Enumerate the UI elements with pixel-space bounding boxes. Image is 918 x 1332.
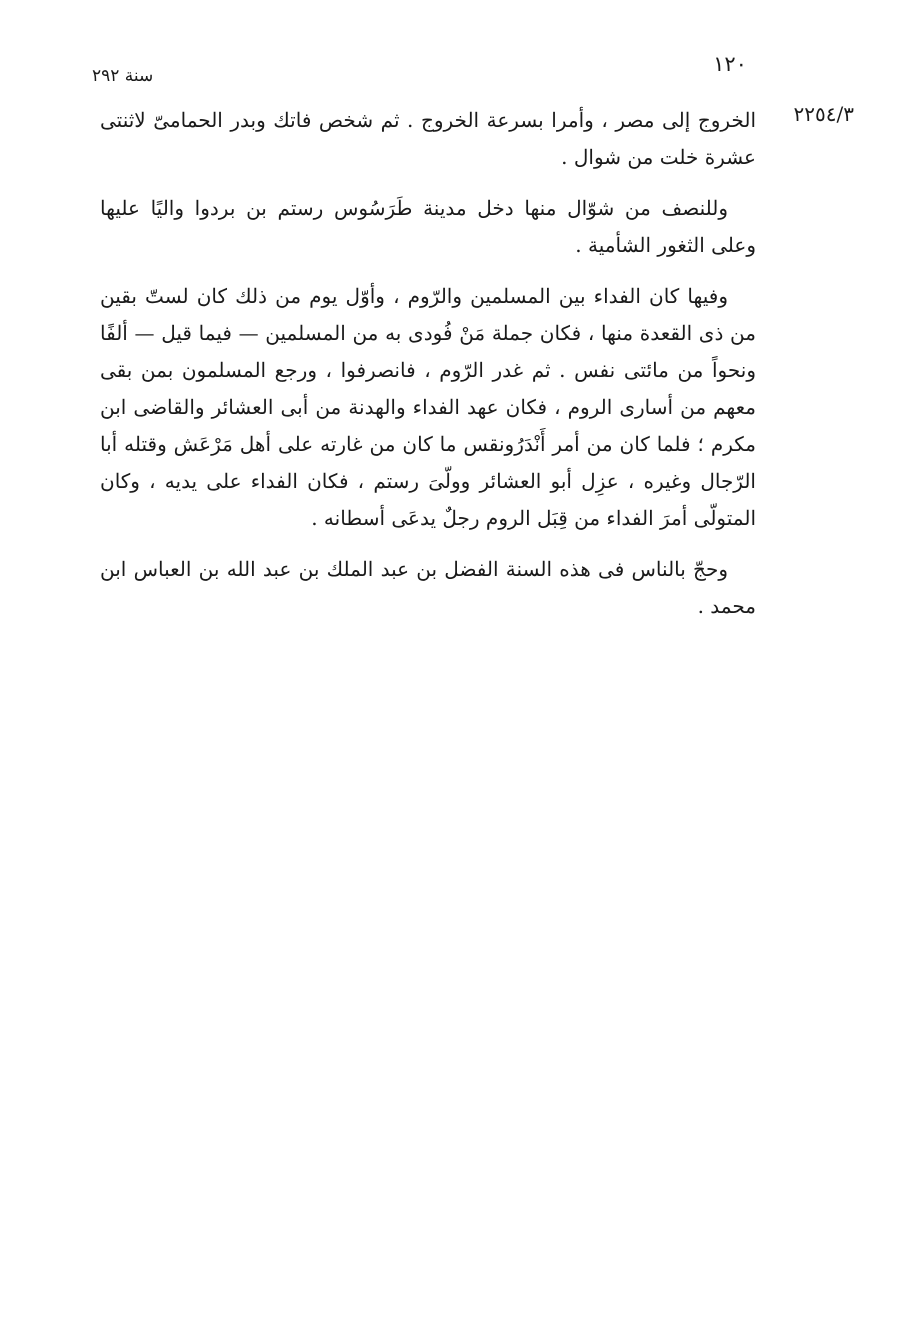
paragraph-tarsus: وللنصف من شوّال منها دخل مدينة طَرَسُوس رستم بن بردوا واليًا عليها وعلى الثغور الشأمية . [100,196,756,257]
page-number: ١٢٠ [713,52,747,76]
text-body [100,102,756,639]
paragraph-ransom: وفيها كان الفداء بين المسلمين والرّوم ، وأوّل يوم من ذلك كان لستّ بقين من ذى القعدة منها ، فكان جملة مَنْ فُودى به من المسلمين — فيما قيل — ألفًا ونحواً من مائتى نفس . ثم غدر الرّوم ، فانصرفوا ، ورجع المسلمون بمن بقى معهم من أسارى الروم ، فكان عهد الفداء والهدنة من أبى العشائر والقاضى ابن مكرم ؛ فلما كان من أمر أَنْدَرُونقس ما كان من غارته على أهل مَرْعَش وقتله أبا الرّجال وغيره ، عزِل أبو العشائر وولّىَ رستم ، فكان الفداء على يديه ، وكان المتولّى أمرَ الفداء من قِبَل الروم رجلٌ يدعَى أسطانه . [100,284,756,530]
running-header-year: سنة ٢٩٢ [92,66,154,86]
margin-reference: ٢٢٥٤/٣ [793,102,854,126]
paragraph-pilgrimage: وحجّ بالناس فى هذه السنة الفضل بن عبد الملك بن عبد الله بن العباس ابن محمد . [100,557,756,618]
paragraph-continuation: الخروج إلى مصر ، وأمرا بسرعة الخروج . ثم شخص فاتك وبدر الحمامىّ لاثنتى عشرة خلت من شوال . [100,108,756,169]
